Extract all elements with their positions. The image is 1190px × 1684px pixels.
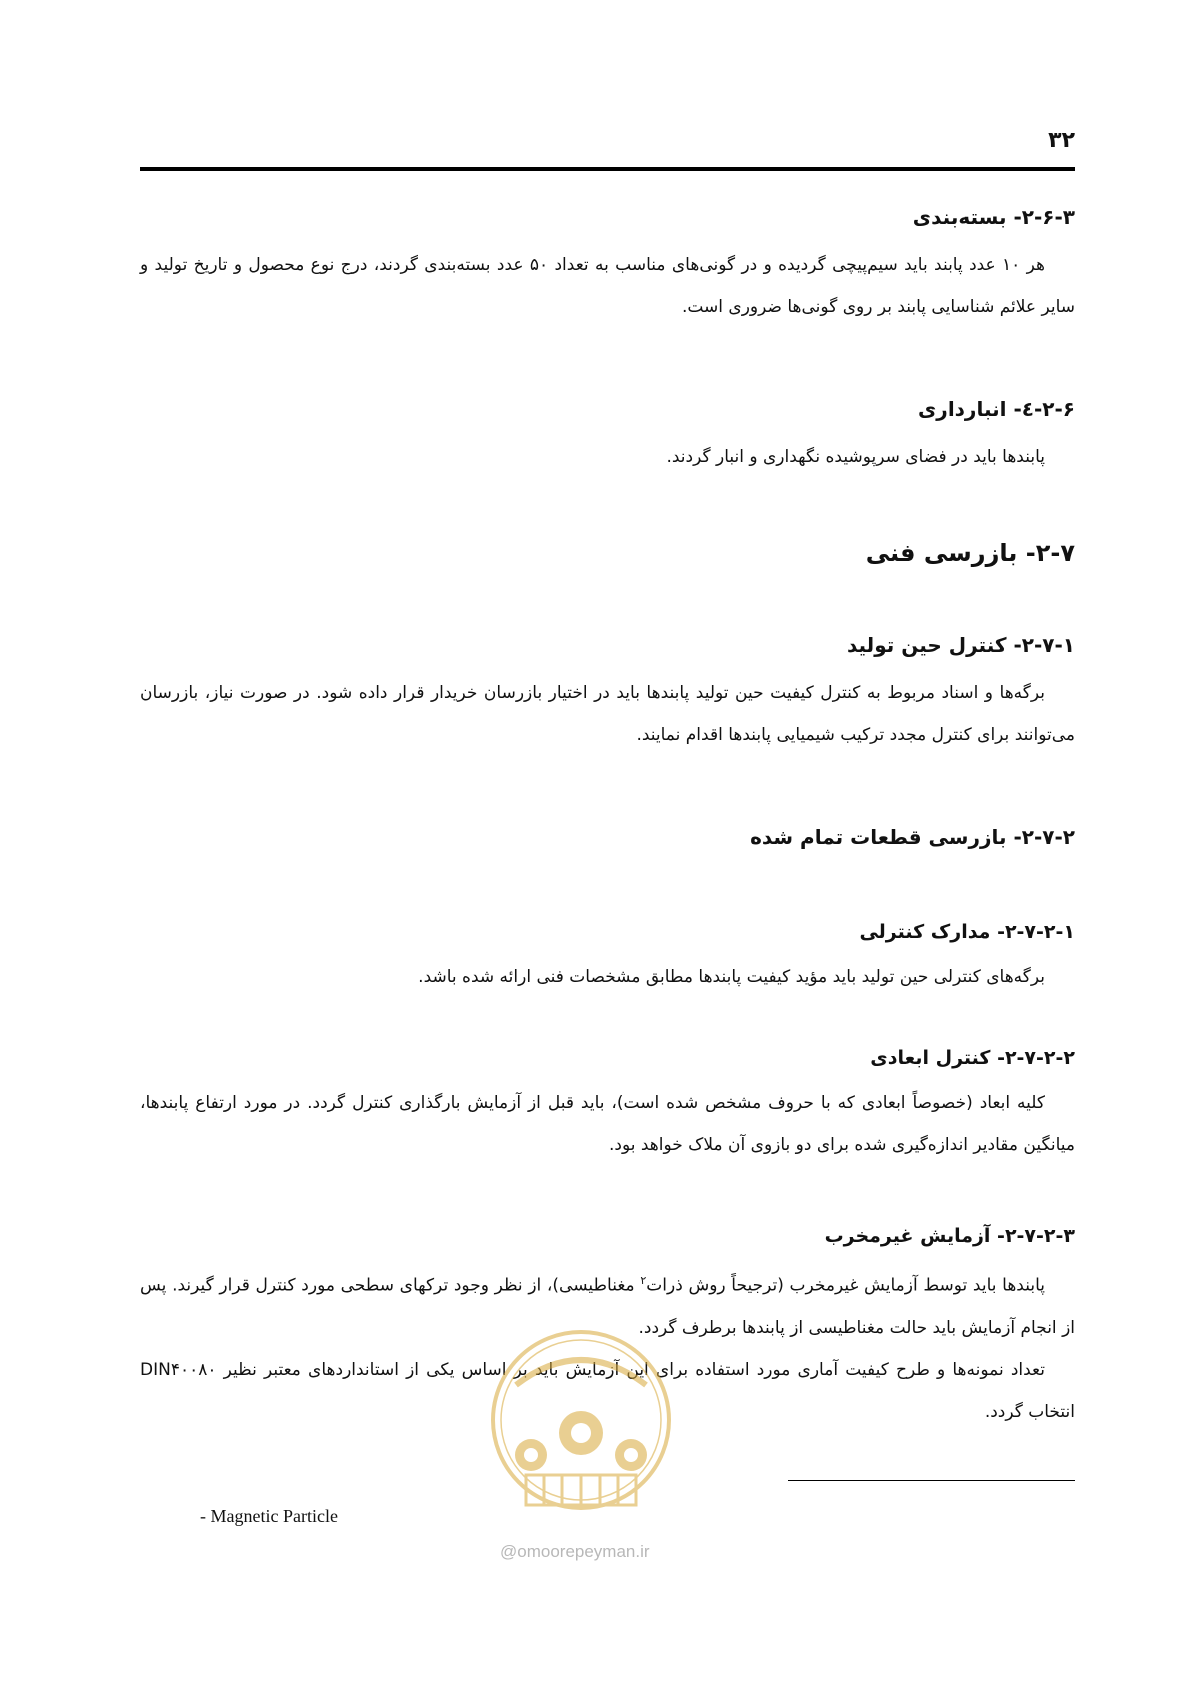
paragraph-production-control: برگه‌ها و اسناد مربوط به کنترل کیفیت حین تولید پابندها باید در اختیار بازرسان خریدار قرار داده شود. در صورت نیاز، بازرسان می‌توانند برای کنترل مجدد ترکیب شیمیایی پابندها اقدام نمایند. <box>140 683 1075 745</box>
heading-packaging: ۲-۶-۳- بسته‌بندی <box>912 205 1075 229</box>
heading-dimensional-control: ۲-۷-۲-۲- کنترل ابعادی <box>870 1047 1075 1069</box>
heading-finished-parts-inspection: ۲-۷-۲- بازرسی قطعات تمام شده <box>750 825 1075 849</box>
heading-technical-inspection: ۲-۷- بازرسی فنی <box>865 539 1075 567</box>
page-number: ۳۲ <box>1048 128 1075 153</box>
paragraph-sampling: تعداد نمونه‌ها و طرح کیفیت آماری مورد استفاده برای این آزمایش باید بر اساس یکی از استانداردهای معتبر نظیر DIN۴۰۰۸۰ انتخاب گردد. <box>140 1359 1075 1422</box>
watermark-logo <box>486 1315 676 1535</box>
paragraph-storage: پابندها باید در فضای سرپوشیده نگهداری و انبار گردند. <box>666 447 1045 467</box>
footnote-text: - Magnetic Particle <box>200 1506 338 1526</box>
document-body <box>140 200 1075 1433</box>
paragraph-dimensional-control: کلیه ابعاد (خصوصاً ابعادی که با حروف مشخص شده است)، باید قبل از آزمایش بارگذاری کنترل گردد. در مورد ارتفاع پابندها، میانگین مقادیر اندازه‌گیری شده برای دو بازوی آن ملاک خواهد بود. <box>140 1093 1075 1155</box>
paragraph-control-documents: برگه‌های کنترلی حین تولید باید مؤید کیفیت پابندها مطابق مشخصات فنی ارائه شده باشد. <box>418 967 1045 987</box>
ndt-text-before: پابندها باید توسط آزمایش غیرمخرب (ترجیحاً روش ذرات <box>646 1275 1045 1296</box>
heading-production-control: ۲-۷-۱- کنترل حین تولید <box>846 633 1075 657</box>
heading-storage: ۲-۶-٤- انبارداری <box>917 397 1075 421</box>
heading-control-documents: ۲-۷-۲-۱- مدارک کنترلی <box>859 921 1075 943</box>
watermark-url: @omoorepeyman.ir <box>500 1542 650 1561</box>
ndt-text-after: مغناطیسی)، از نظر وجود ترکهای سطحی مورد کنترل قرار گیرند. پس از انجام آزمایش باید حالت مغناطیسی از پابندها برطرف گردد. <box>140 1275 1075 1338</box>
footnote-rule <box>788 1480 1075 1481</box>
heading-nondestructive-test: ۲-۷-۲-۳- آزمایش غیرمخرب <box>824 1225 1075 1247</box>
header-rule <box>140 167 1075 171</box>
footnote-ref: ۲ <box>640 1274 647 1287</box>
paragraph-packaging: هر ۱۰ عدد پابند باید سیم‌پیچی گردیده و در گونی‌های مناسب به تعداد ۵۰ عدد بسته‌بندی گردند، درج نوع محصول و تاریخ تولید و سایر علائم شناسایی پابند بر روی گونی‌ها ضروری است. <box>140 255 1075 317</box>
